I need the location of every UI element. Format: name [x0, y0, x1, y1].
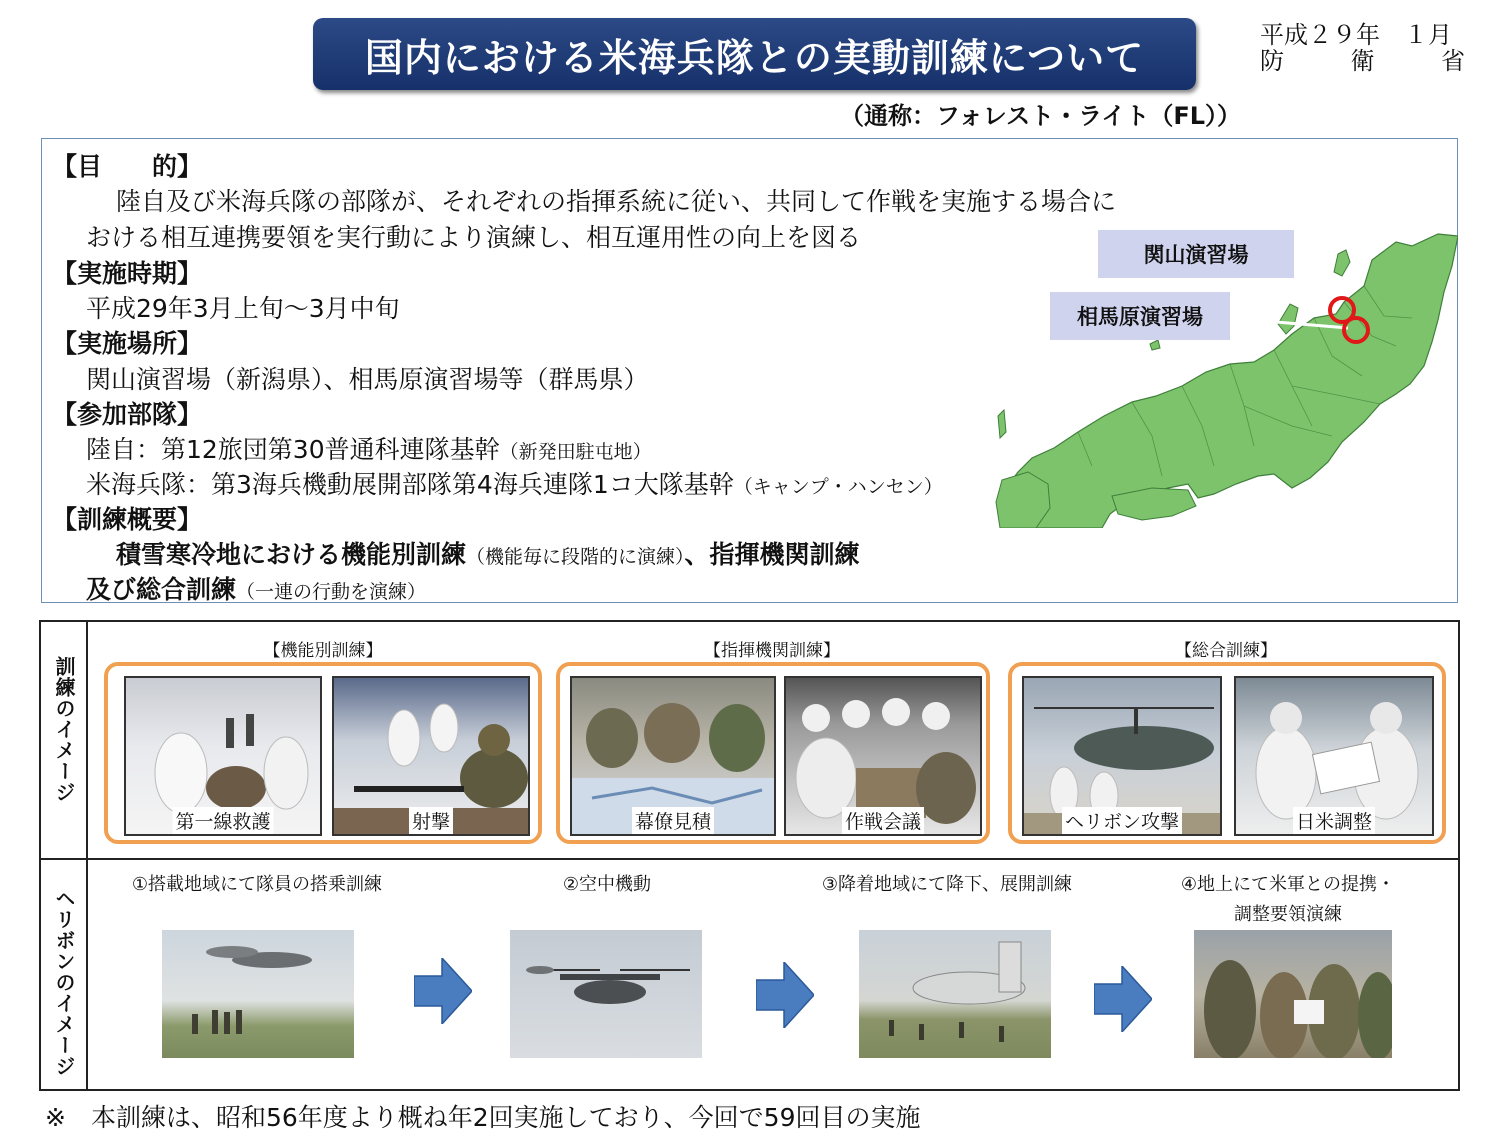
photo-boarding [162, 930, 354, 1058]
arrow-right-icon [1094, 966, 1152, 1032]
overview-line-1 [116, 535, 860, 571]
period-heading: 【実施時期】 [52, 259, 203, 288]
photo-shooting [332, 676, 530, 836]
noto-peninsula-shape [1278, 304, 1298, 334]
overview-functional-note: （機能毎に段階的に演練） [466, 546, 685, 568]
arrow-right-icon [414, 958, 472, 1024]
step-1-text: ①搭載地域にて隊員の搭乗訓練 [131, 874, 383, 895]
caption-staff-estimate: 幕僚見積 [632, 807, 714, 834]
caption-operations-meeting: 作戦会議 [842, 807, 924, 834]
jgsdf-unit-name: 陸自：第12旅団第30普通科連隊基幹 [86, 435, 500, 464]
caption-heliborne-attack: ヘリボン攻撃 [1062, 807, 1182, 834]
photo-air-mobility-graphic [510, 930, 702, 1058]
somagahara-label: 相馬原演習場 [1050, 292, 1230, 340]
photo-coordination [1194, 930, 1392, 1058]
ministry-char-3: 省 [1441, 47, 1465, 75]
step-4-text-line-2: 調整要領演練 [1234, 904, 1342, 925]
overview-line-2 [86, 570, 426, 606]
overview-comprehensive: 及び総合訓練 [86, 575, 237, 604]
step-2-text: ②空中機動 [562, 874, 652, 895]
oki-island-shape [1150, 340, 1160, 350]
caption-first-aid: 第一線救護 [172, 807, 273, 834]
date-label: 平成２９年 １月 [1260, 21, 1452, 49]
table-divider-vertical [86, 620, 88, 1091]
footnote: ※ 本訓練は、昭和56年度より概ね年2回実施しており、今回で59回目の実施 [45, 1103, 921, 1132]
photo-air-mobility [510, 930, 702, 1058]
tsushima-island-shape [998, 410, 1006, 438]
photo-landing [859, 930, 1051, 1058]
photo-coordination-graphic [1194, 930, 1392, 1058]
japan-map [992, 226, 1458, 528]
group-title-functional: 【機能別訓練】 [263, 641, 383, 661]
overview-heading: 【訓練概要】 [52, 505, 203, 534]
photo-boarding-graphic [162, 930, 354, 1058]
photo-jp-us-coordination [1234, 676, 1434, 836]
honshu-shape [1002, 234, 1458, 528]
period-text: 平成29年3月上旬～3月中旬 [86, 294, 400, 323]
page-title: 国内における米海兵隊との実動訓練について [364, 35, 1145, 80]
photo-operations-meeting [784, 676, 982, 836]
photo-staff-estimate [570, 676, 776, 836]
heliborne-image-label: ヘリボンのイメージ [52, 888, 76, 1077]
overview-comprehensive-note: （一連の行動を演練） [236, 581, 427, 603]
photo-first-aid [124, 676, 322, 836]
location-heading: 【実施場所】 [52, 329, 203, 358]
overview-command: 、指揮機関訓練 [684, 540, 860, 569]
sado-island-shape [1334, 250, 1350, 276]
units-heading: 【参加部隊】 [52, 400, 203, 429]
overview-functional: 積雪寒冷地における機能別訓練 [116, 540, 467, 569]
subtitle: （通称：フォレスト・ライト（FL）） [840, 102, 1242, 130]
step-4-text: ④地上にて米軍との提携・ [1180, 874, 1396, 895]
usmc-unit-base: （キャンプ・ハンセン） [733, 476, 943, 498]
photo-heliborne-attack [1022, 676, 1222, 836]
label-pointer-1 [1296, 266, 1338, 302]
photo-landing-graphic [859, 930, 1051, 1058]
purpose-heading: 【目 的】 [52, 152, 203, 181]
purpose-line-2: おける相互連携要領を実行動により演練し、相互運用性の向上を図る [86, 223, 862, 252]
ministry-char-2: 衛 [1350, 47, 1375, 75]
arrow-right-icon [756, 962, 814, 1028]
caption-shooting: 射撃 [409, 807, 453, 834]
group-title-command: 【指揮機関訓練】 [704, 641, 840, 661]
purpose-line-1: 陸自及び米海兵隊の部隊が、それぞれの指揮系統に従い、共同して作戦を実施する場合に [116, 187, 1117, 216]
training-image-label: 訓練のイメージ [52, 656, 76, 803]
usmc-unit-name: 米海兵隊：第3海兵機動展開部隊第4海兵連隊1コ大隊基幹 [86, 470, 734, 499]
kyushu-shape [996, 472, 1050, 528]
jgsdf-units [86, 430, 652, 466]
ministry-char-1: 防 [1260, 47, 1284, 75]
table-divider-horizontal [39, 858, 1460, 860]
caption-jp-us-coordination: 日米調整 [1293, 807, 1375, 834]
sekiyama-label: 関山演習場 [1098, 230, 1294, 278]
group-title-comprehensive: 【総合訓練】 [1175, 641, 1277, 661]
location-text: 関山演習場（新潟県）、相馬原演習場等（群馬県） [86, 365, 649, 394]
ministry-label [1260, 48, 1465, 74]
jgsdf-unit-base: （新発田駐屯地） [499, 441, 652, 463]
step-3-text: ③降着地域にて降下、展開訓練 [821, 874, 1073, 895]
title-banner [313, 18, 1196, 90]
usmc-units [86, 465, 943, 501]
